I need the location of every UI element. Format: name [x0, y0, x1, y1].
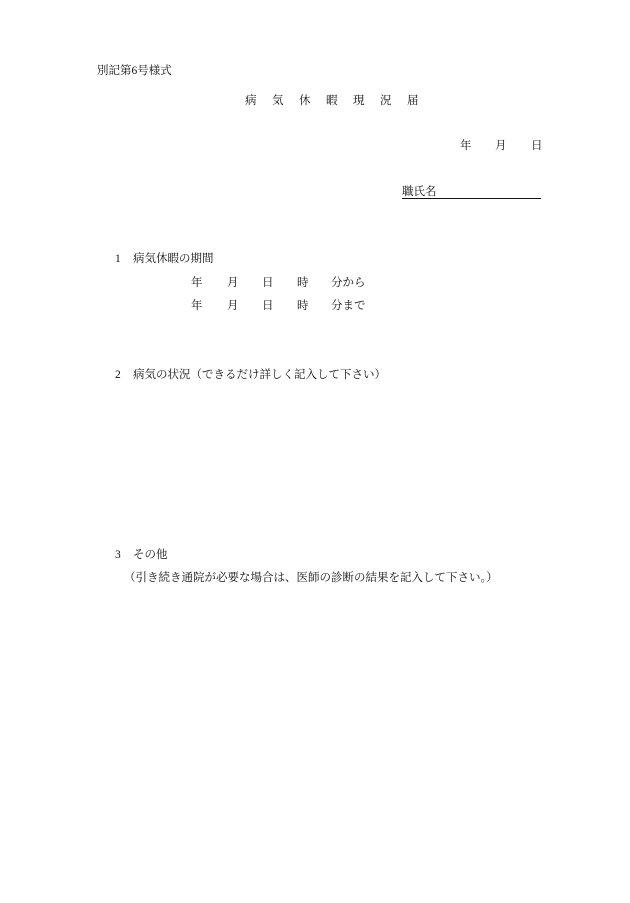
section-note: （引き続き通院が必要な場合は、医師の診断の結果を記入して下さい。） [124, 572, 498, 584]
period-minute-from-label: 分から [331, 277, 366, 289]
period-year-label: 年 [191, 300, 203, 312]
name-label: 職氏名 [402, 186, 437, 198]
date-month-label: 月 [495, 140, 507, 152]
section-heading: その他 [133, 549, 168, 561]
period-year-label: 年 [191, 277, 203, 289]
section-number: 3 [115, 549, 121, 561]
period-month-label: 月 [227, 300, 239, 312]
section-heading: 病気休暇の期間 [133, 253, 214, 265]
name-field [402, 185, 541, 199]
period-day-label: 日 [262, 277, 274, 289]
date-year-label: 年 [460, 140, 472, 152]
period-hour-label: 時 [297, 300, 309, 312]
period-minute-to-label: 分まで [331, 300, 366, 312]
section-number: 2 [115, 369, 121, 381]
date-day-label: 日 [531, 140, 543, 152]
period-hour-label: 時 [297, 277, 309, 289]
section-heading: 病気の状況（できるだけ詳しく記入して下さい） [133, 369, 386, 381]
document-title: 病気休暇現況届 [245, 95, 434, 107]
form-number: 別記第6号様式 [97, 65, 172, 77]
period-month-label: 月 [227, 277, 239, 289]
section-number: 1 [115, 253, 121, 265]
period-day-label: 日 [262, 300, 274, 312]
